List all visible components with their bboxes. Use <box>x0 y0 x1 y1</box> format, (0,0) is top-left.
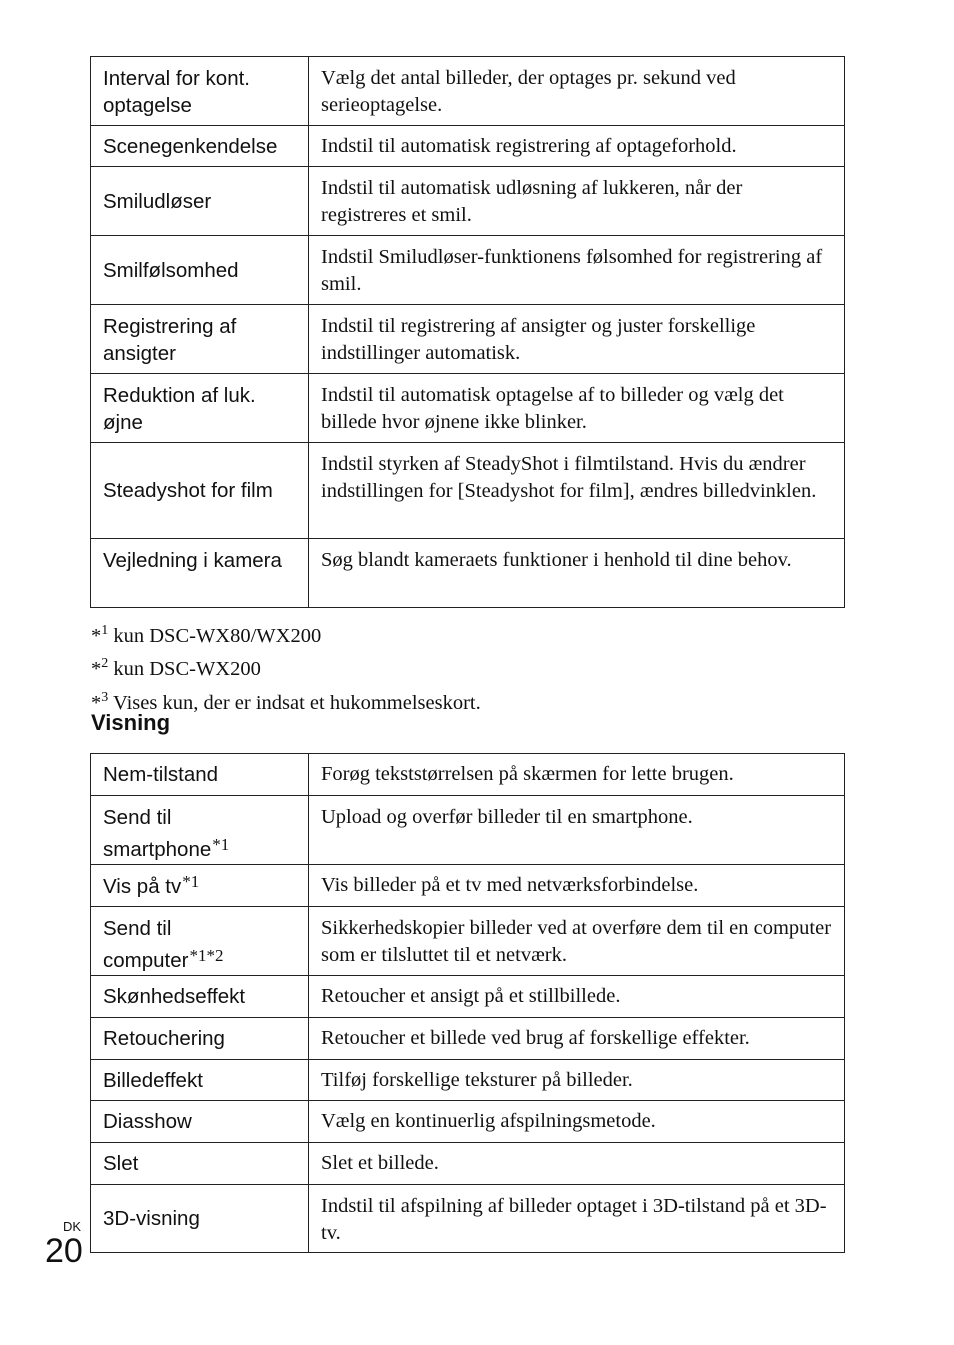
table-row <box>91 1018 845 1060</box>
row-description: Indstil til automatisk udløsning af lukkeren, når der registreres et smil. <box>309 167 845 236</box>
footnote-mark: * <box>91 691 102 714</box>
footnote-number: 3 <box>101 689 109 705</box>
row-term <box>91 1018 309 1060</box>
row-description: Tilføj forskellige teksturer på billeder. <box>309 1060 845 1101</box>
footnote <box>91 617 481 650</box>
term-label: Retouchering <box>103 1027 225 1050</box>
footnote-text: Vises kun, der er indsat et hukommelseskort. <box>113 691 481 714</box>
table-row <box>91 907 845 976</box>
row-term: Steadyshot for film <box>91 443 309 539</box>
section-heading: Visning <box>91 710 171 735</box>
table-row <box>91 865 845 907</box>
term-label: 3D-visning <box>103 1207 200 1230</box>
row-description: Indstil Smiludløser-funktionens følsomhed for registrering af smil. <box>309 236 845 305</box>
row-term <box>91 907 309 976</box>
footnote-number: 2 <box>101 656 109 672</box>
row-description: Vis billeder på et tv med netværksforbindelse. <box>309 865 845 907</box>
settings-table-1 <box>90 56 845 608</box>
row-term <box>91 754 309 796</box>
footnotes <box>91 617 481 717</box>
row-term: Interval for kont. optagelse <box>91 57 309 126</box>
footnote-mark: * <box>91 624 102 647</box>
table-row <box>91 167 845 236</box>
settings-table-2 <box>90 753 845 1253</box>
term-label: Billedeffekt <box>103 1068 203 1092</box>
table-row <box>91 305 845 374</box>
row-term <box>91 1060 309 1101</box>
row-term <box>91 1101 309 1143</box>
row-description: Vælg en kontinuerlig afspilningsmetode. <box>309 1101 845 1143</box>
row-description: Sikkerhedskopier billeder ved at overføre dem til en computer som er tilsluttet til et netværk. <box>309 907 845 976</box>
table-row <box>91 57 845 126</box>
row-term <box>91 796 309 865</box>
row-term: Registrering af ansigter <box>91 305 309 374</box>
term-label: Skønhedseffekt <box>103 985 246 1008</box>
term-label: Nem-tilstand <box>103 763 219 786</box>
table-row <box>91 1185 845 1253</box>
term-label: Diasshow <box>103 1110 192 1133</box>
row-description: Retoucher et billede ved brug af forskellige effekter. <box>309 1018 845 1060</box>
row-description: Indstil til automatisk registrering af optageforhold. <box>309 126 845 167</box>
table-row <box>91 1101 845 1143</box>
footnote-ref: *1 <box>182 872 200 891</box>
table-row <box>91 443 845 539</box>
row-term: Smilfølsomhed <box>91 236 309 305</box>
row-description: Indstil styrken af SteadyShot i filmtilstand. Hvis du ændrer indstillingen for [Steadyshot for film], ændres billedvinklen. <box>309 443 845 539</box>
page-number: 20 <box>45 1232 83 1270</box>
table-row <box>91 374 845 443</box>
row-term: Smiludløser <box>91 167 309 236</box>
row-description: Søg blandt kameraets funktioner i henhold til dine behov. <box>309 539 845 608</box>
footnote-text: kun DSC-WX80/WX200 <box>113 624 322 647</box>
table-row <box>91 539 845 608</box>
table-row <box>91 976 845 1018</box>
footnote-text: kun DSC-WX200 <box>113 658 261 681</box>
table-row <box>91 236 845 305</box>
row-term: Vejledning i kamera <box>91 539 309 608</box>
table-row <box>91 796 845 865</box>
row-description: Forøg tekststørrelsen på skærmen for lette brugen. <box>309 754 845 796</box>
footnote <box>91 650 481 683</box>
row-description: Slet et billede. <box>309 1143 845 1185</box>
language-code: DK <box>63 1219 82 1234</box>
row-description: Upload og overfør billeder til en smartphone. <box>309 796 845 865</box>
row-term <box>91 1185 309 1253</box>
row-description: Retoucher et ansigt på et stillbillede. <box>309 976 845 1018</box>
row-description: Indstil til registrering af ansigter og juster forskellige indstillinger automatisk. <box>309 305 845 374</box>
row-term: Reduktion af luk. øjne <box>91 374 309 443</box>
row-term: Scenegenkendelse <box>91 126 309 167</box>
term-label: Send til computer <box>103 917 189 972</box>
table-row <box>91 126 845 167</box>
term-label: Vis på tv <box>103 875 182 898</box>
row-description: Indstil til afspilning af billeder optaget i 3D-tilstand på et 3D-tv. <box>309 1185 845 1253</box>
row-term <box>91 865 309 907</box>
footnote-ref: *1*2 <box>189 946 224 965</box>
table-row <box>91 1060 845 1101</box>
footnote-ref: *1 <box>212 835 230 854</box>
term-label: Slet <box>103 1152 139 1175</box>
term-label: Send til smartphone <box>103 806 212 861</box>
row-term <box>91 1143 309 1185</box>
footnote-number: 1 <box>101 623 109 638</box>
row-description: Vælg det antal billeder, der optages pr. sekund ved serieoptagelse. <box>309 57 845 126</box>
row-description: Indstil til automatisk optagelse af to billeder og vælg det billede hvor øjnene ikke blinker. <box>309 374 845 443</box>
table-row <box>91 1143 845 1185</box>
table-row <box>91 754 845 796</box>
footnote-mark: * <box>91 658 102 681</box>
row-term <box>91 976 309 1018</box>
